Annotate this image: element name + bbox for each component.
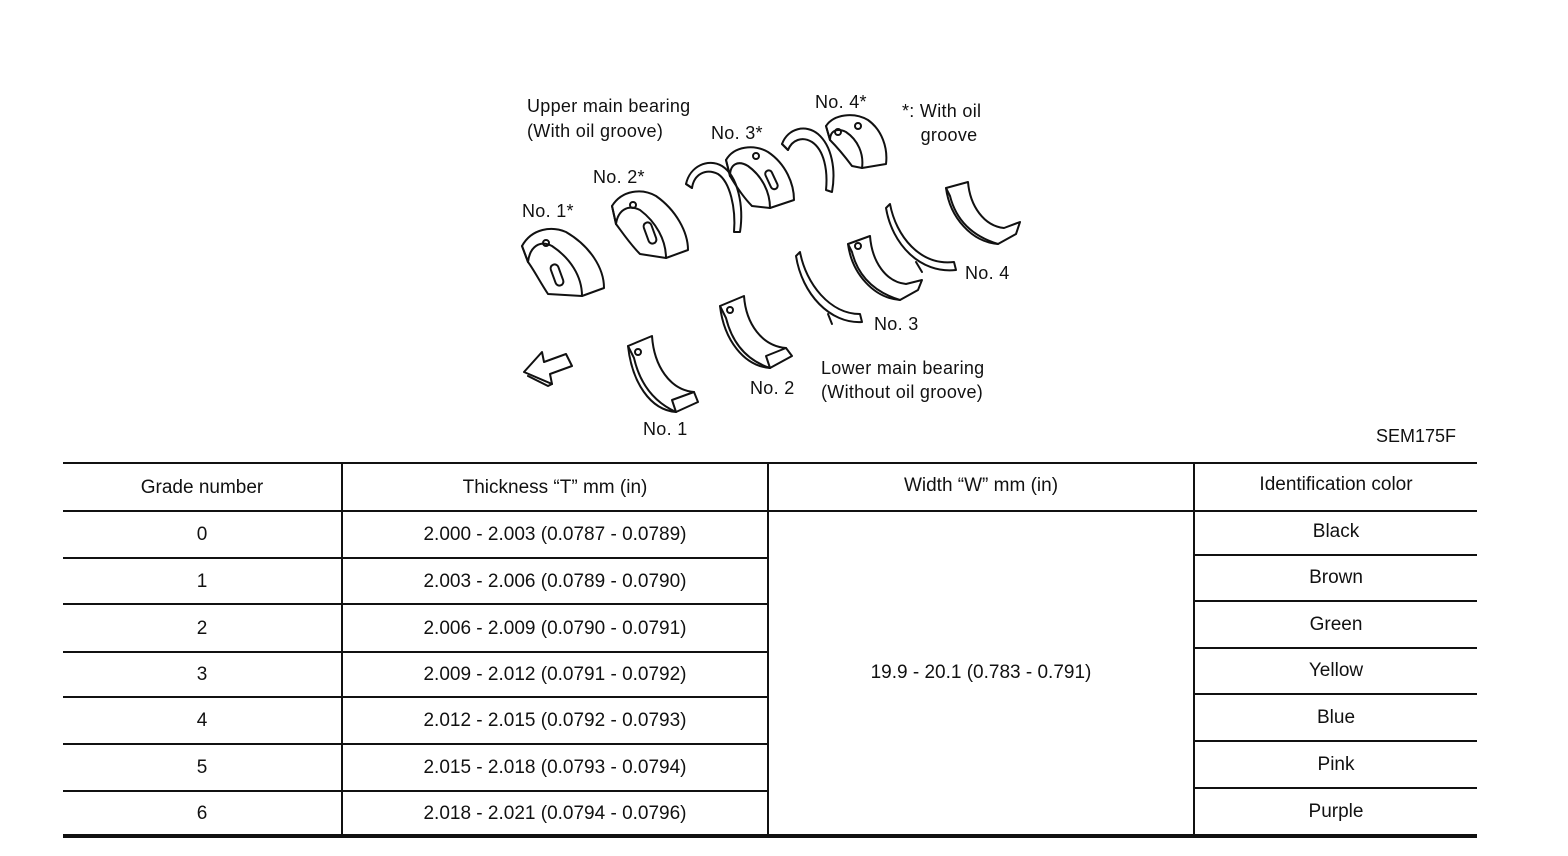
oil-groove-note-line2: groove bbox=[910, 125, 978, 145]
upper-bearing-label-line2: (With oil groove) bbox=[527, 121, 664, 141]
grade-cell: 2 bbox=[196, 617, 208, 639]
thickness-cell: 2.000 - 2.003 (0.0787 - 0.0789) bbox=[423, 524, 687, 545]
header-thickness: Thickness “T” mm (in) bbox=[462, 477, 648, 498]
grade-cell: 0 bbox=[196, 524, 208, 545]
lower-bearing-shell-1 bbox=[628, 336, 698, 412]
header-identification-color: Identification color bbox=[1259, 474, 1413, 495]
upper-part-label-3: No. 3* bbox=[711, 123, 763, 143]
thickness-cell: 2.006 - 2.009 (0.0790 - 0.0791) bbox=[423, 617, 687, 639]
width-cell: 19.9 - 20.1 (0.783 - 0.791) bbox=[870, 662, 1092, 683]
lower-part-label-3: No. 3 bbox=[874, 314, 919, 334]
color-cell: Blue bbox=[1316, 706, 1356, 728]
figure-code: SEM175F bbox=[1376, 426, 1457, 446]
thickness-cell: 2.012 - 2.015 (0.0792 - 0.0793) bbox=[423, 710, 687, 731]
lower-part-label-4: No. 4 bbox=[965, 263, 1010, 283]
color-cell: Brown bbox=[1309, 567, 1363, 588]
thickness-cell: 2.015 - 2.018 (0.0793 - 0.0794) bbox=[423, 757, 687, 778]
header-grade-number: Grade number bbox=[140, 477, 264, 498]
bearing-grade-table bbox=[63, 462, 1477, 840]
thickness-cell: 2.003 - 2.006 (0.0789 - 0.0790) bbox=[423, 570, 687, 592]
color-cell: Black bbox=[1312, 521, 1360, 542]
front-direction-arrow-icon bbox=[524, 352, 572, 386]
color-cell: Yellow bbox=[1308, 660, 1364, 681]
upper-bearing-shell-4 bbox=[826, 115, 886, 168]
upper-bearing-shell-1 bbox=[522, 229, 604, 296]
upper-part-label-2: No. 2* bbox=[593, 167, 645, 187]
oil-groove-note-line1: *: With oil bbox=[902, 101, 982, 121]
upper-bearing-shell-3 bbox=[726, 147, 794, 208]
header-width: Width “W” mm (in) bbox=[903, 475, 1059, 496]
lower-bearing-label-line1: Lower main bearing bbox=[821, 358, 985, 378]
lower-bearing-shell-4 bbox=[946, 182, 1020, 244]
grade-cell: 5 bbox=[196, 757, 208, 778]
thickness-cell: 2.018 - 2.021 (0.0794 - 0.0796) bbox=[423, 803, 687, 824]
lower-bearing-shell-2 bbox=[720, 296, 792, 368]
upper-bearing-shell-2 bbox=[612, 191, 688, 258]
color-cell: Green bbox=[1309, 613, 1363, 635]
upper-part-label-4: No. 4* bbox=[815, 92, 867, 112]
color-cell: Pink bbox=[1317, 753, 1355, 775]
upper-thrust-washer-1 bbox=[686, 163, 741, 232]
grade-cell: 3 bbox=[196, 664, 208, 685]
upper-thrust-washer-2 bbox=[782, 129, 833, 192]
upper-bearing-label-line1: Upper main bearing bbox=[527, 96, 691, 116]
grade-cell: 1 bbox=[196, 570, 208, 592]
lower-bearing-label-line2: (Without oil groove) bbox=[821, 382, 984, 402]
grade-cell: 4 bbox=[196, 710, 208, 731]
grade-cell: 6 bbox=[196, 803, 208, 824]
lower-part-label-2: No. 2 bbox=[750, 378, 795, 398]
upper-part-label-1: No. 1* bbox=[522, 201, 574, 221]
lower-part-label-1: No. 1 bbox=[643, 419, 688, 439]
color-cell: Purple bbox=[1308, 800, 1364, 822]
thickness-cell: 2.009 - 2.012 (0.0791 - 0.0792) bbox=[423, 664, 687, 685]
lower-thrust-washer-2 bbox=[886, 204, 956, 272]
